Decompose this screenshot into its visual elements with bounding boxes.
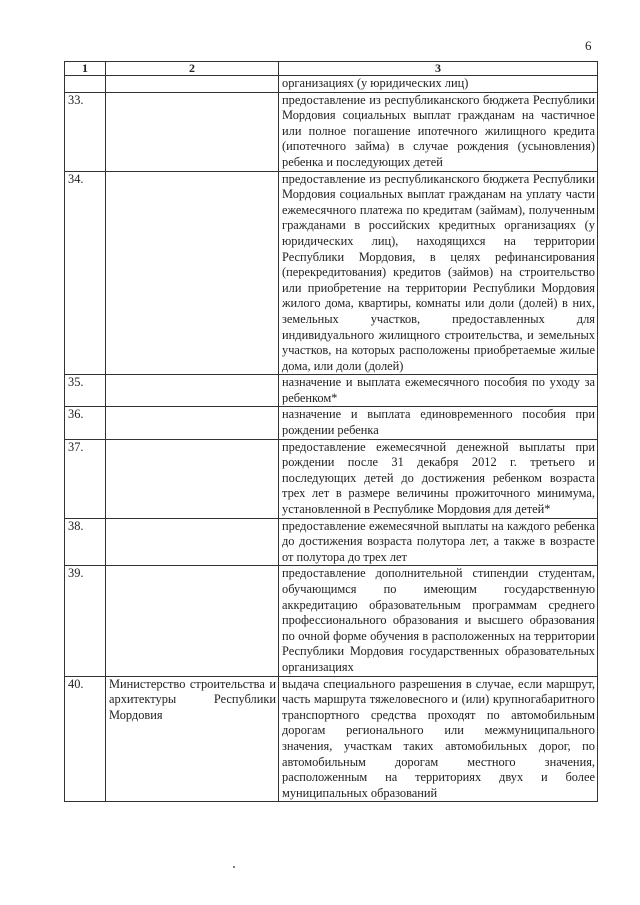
table-header-row <box>65 62 598 76</box>
row-service-text: организациях (у юридических лиц) <box>279 76 598 93</box>
table-row-continuation <box>65 76 598 93</box>
row-organization <box>106 407 279 439</box>
row-service-text: предоставление из республиканского бюджета Республики Мордовия социальных выплат гражданам на частичное или полное погашение ипотечного жилищного кредита (ипотечного займа) в случае рождения (усыновления) ребенка и последующих детей <box>279 92 598 171</box>
table-row <box>65 676 598 802</box>
row-organization <box>106 375 279 407</box>
table-row <box>65 566 598 676</box>
row-organization <box>106 518 279 566</box>
row-service-text: назначение и выплата ежемесячного пособия по уходу за ребенком* <box>279 375 598 407</box>
header-col-1: 1 <box>65 62 106 76</box>
row-organization <box>106 76 279 93</box>
row-organization <box>106 171 279 375</box>
services-table <box>64 61 598 802</box>
row-service-text: предоставление из республиканского бюджета Республики Мордовия социальных выплат гражданам на уплату части ежемесячного платежа по кредитам (займам), полученным гражданами в российских кредитных организациях (у юридических лиц), находящихся на территории Республики Мордовия, в целях рефинансирования (перекредитования) кредитов (займов) на строительство или приобретение на территории Республики Мордовия жилого дома, квартиры, комнаты или доли (долей) в них, земельных участков, предоставленных для индивидуального жилищного строительства, и земельных участков, на которых расположены приобретаемые жилые дома, или доли (долей) <box>279 171 598 375</box>
row-number: 36. <box>65 407 106 439</box>
row-organization <box>106 439 279 518</box>
row-number: 37. <box>65 439 106 518</box>
row-organization <box>106 566 279 676</box>
row-number: 35. <box>65 375 106 407</box>
table-row <box>65 171 598 375</box>
row-organization <box>106 92 279 171</box>
row-number <box>65 76 106 93</box>
row-service-text: предоставление дополнительной стипендии студентам, обучающимся по имеющим государственную аккредитацию образовательным программам среднего профессионального образования и высшего образования по очной форме обучения в расположенных на территории Республики Мордовия государственных образовательных организациях <box>279 566 598 676</box>
page-number: 6 <box>585 38 592 53</box>
row-number: 33. <box>65 92 106 171</box>
row-service-text: выдача специального разрешения в случае, если маршрут, часть маршрута тяжеловесного и (или) крупногабаритного транспортного средства проходят по автомобильным дорогам регионального или межмуниципального значения, участкам таких автомобильных дорог, по автомобильным дорогам местного значения, расположенным на территориях двух и более муниципальных образований <box>279 676 598 802</box>
table-row <box>65 92 598 171</box>
row-service-text: предоставление ежемесячной денежной выплаты при рождении после 31 декабря 2012 г. третьего и последующих детей до достижения ребенком возраста трех лет в размере величины прожиточного минимума, установленной в Республике Мордовия для детей* <box>279 439 598 518</box>
header-col-3: 3 <box>279 62 598 76</box>
row-number: 38. <box>65 518 106 566</box>
scan-speck <box>233 866 235 868</box>
row-number: 39. <box>65 566 106 676</box>
table-row <box>65 407 598 439</box>
row-number: 34. <box>65 171 106 375</box>
row-number: 40. <box>65 676 106 802</box>
row-service-text: предоставление ежемесячной выплаты на каждого ребенка до достижения возраста полутора лет, а также в возрасте от полутора до трех лет <box>279 518 598 566</box>
table-row <box>65 518 598 566</box>
table-row <box>65 375 598 407</box>
row-service-text: назначение и выплата единовременного пособия при рождении ребенка <box>279 407 598 439</box>
header-col-2: 2 <box>106 62 279 76</box>
row-organization: Министерство строительства и архитектуры Республики Мордовия <box>106 676 279 802</box>
table-row <box>65 439 598 518</box>
